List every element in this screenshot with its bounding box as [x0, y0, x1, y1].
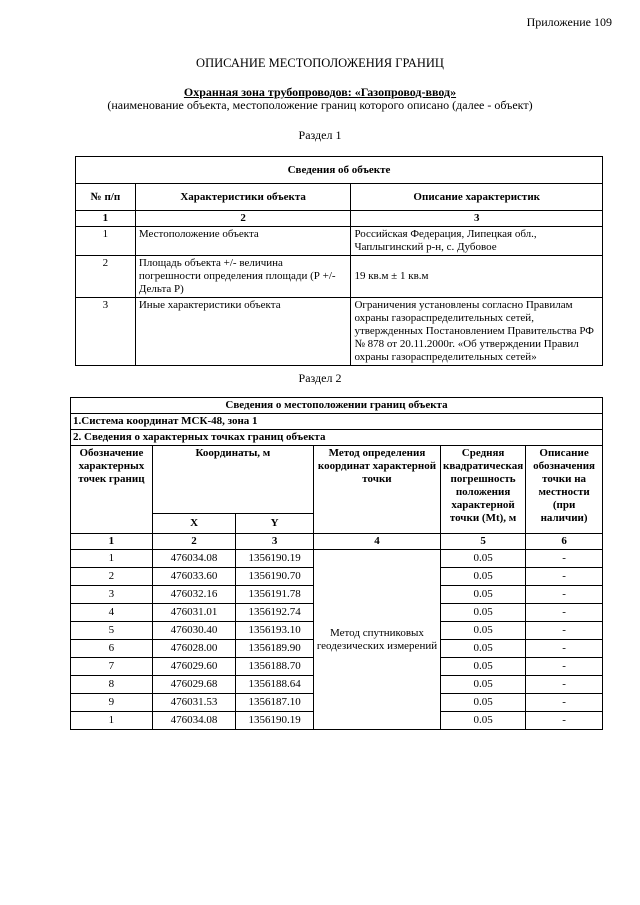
point-id: 1	[71, 712, 153, 730]
point-error: 0.05	[441, 550, 526, 568]
header-designation: Обозначение характерных точек границ	[71, 446, 153, 534]
row-characteristic: Площадь объекта +/- величина погрешности определения площади (Р +/- Дельта Р)	[135, 256, 351, 298]
col-number: 3	[351, 211, 603, 227]
row-description: Российская Федерация, Липецкая обл., Чаплыгинский р-н, с. Дубовое	[351, 227, 603, 256]
row-description: Ограничения установлены согласно Правилам охраны газораспределительных сетей, утвержденных Постановлением Правительства РФ № 878 от 20.11.2000г. «Об утверждении Правил охраны газораспределительных сетей»	[351, 298, 603, 366]
point-description: -	[526, 712, 603, 730]
point-description: -	[526, 694, 603, 712]
point-y: 1356193.10	[236, 622, 314, 640]
point-id: 4	[71, 604, 153, 622]
point-error: 0.05	[441, 622, 526, 640]
point-x: 476031.53	[152, 694, 235, 712]
point-id: 6	[71, 640, 153, 658]
table-row	[71, 550, 603, 568]
point-x: 476031.01	[152, 604, 235, 622]
point-description: -	[526, 622, 603, 640]
point-error: 0.05	[441, 712, 526, 730]
point-y: 1356189.90	[236, 640, 314, 658]
col-number: 6	[526, 534, 603, 550]
header-y: Y	[236, 514, 314, 534]
table-row	[76, 256, 603, 298]
col-number: 3	[236, 534, 314, 550]
header-number: № п/п	[76, 184, 136, 211]
point-error: 0.05	[441, 694, 526, 712]
section-1-label: Раздел 1	[298, 128, 342, 142]
row-number: 2	[76, 256, 136, 298]
point-error: 0.05	[441, 658, 526, 676]
point-description: -	[526, 568, 603, 586]
point-x: 476033.60	[152, 568, 235, 586]
point-id: 9	[71, 694, 153, 712]
point-method: Метод спутниковых геодезических измерений	[313, 550, 440, 730]
header-error: Средняя квадратическая погрешность положения характерной точки (Mt), м	[441, 446, 526, 534]
point-id: 7	[71, 658, 153, 676]
point-description: -	[526, 658, 603, 676]
point-id: 8	[71, 676, 153, 694]
coordinate-system: 1.Система координат МСК-48, зона 1	[71, 414, 603, 430]
table-row	[76, 227, 603, 256]
point-id: 2	[71, 568, 153, 586]
section-2-label: Раздел 2	[298, 371, 342, 385]
point-y: 1356190.70	[236, 568, 314, 586]
point-error: 0.05	[441, 568, 526, 586]
point-description: -	[526, 586, 603, 604]
point-id: 5	[71, 622, 153, 640]
header-x: X	[152, 514, 235, 534]
point-id: 3	[71, 586, 153, 604]
point-y: 1356190.19	[236, 712, 314, 730]
point-description: -	[526, 604, 603, 622]
appendix-number: Приложение 109	[526, 15, 612, 29]
object-name-text: Охранная зона трубопроводов: «Газопровод-ввод»	[183, 85, 457, 99]
object-note: (наименование объекта, местоположение границ которого описано (далее - объект)	[107, 98, 533, 112]
point-x: 476029.60	[152, 658, 235, 676]
col-number: 1	[76, 211, 136, 227]
point-x: 476034.08	[152, 712, 235, 730]
header-characteristic: Характеристики объекта	[135, 184, 351, 211]
col-number: 1	[71, 534, 153, 550]
table-row	[76, 298, 603, 366]
row-number: 1	[76, 227, 136, 256]
point-description: -	[526, 550, 603, 568]
col-number: 2	[152, 534, 235, 550]
header-method: Метод определения координат характерной точки	[313, 446, 440, 534]
header-description: Описание характеристик	[351, 184, 603, 211]
point-y: 1356190.19	[236, 550, 314, 568]
point-x: 476029.68	[152, 676, 235, 694]
point-x: 476028.00	[152, 640, 235, 658]
object-info-caption: Сведения об объекте	[76, 157, 603, 184]
point-y: 1356192.74	[236, 604, 314, 622]
col-number: 4	[313, 534, 440, 550]
col-number: 2	[135, 211, 351, 227]
point-id: 1	[71, 550, 153, 568]
point-error: 0.05	[441, 586, 526, 604]
points-caption: 2. Сведения о характерных точках границ объекта	[71, 430, 603, 446]
document-title: ОПИСАНИЕ МЕСТОПОЛОЖЕНИЯ ГРАНИЦ	[196, 56, 444, 70]
boundary-caption: Сведения о местоположении границ объекта	[71, 398, 603, 414]
col-number: 5	[441, 534, 526, 550]
header-point-description: Описание обозначения точки на местности (при наличии)	[526, 446, 603, 534]
point-error: 0.05	[441, 640, 526, 658]
point-y: 1356191.78	[236, 586, 314, 604]
row-characteristic: Местоположение объекта	[135, 227, 351, 256]
point-x: 476034.08	[152, 550, 235, 568]
object-info-table	[75, 156, 603, 366]
point-x: 476030.40	[152, 622, 235, 640]
point-y: 1356188.70	[236, 658, 314, 676]
point-error: 0.05	[441, 676, 526, 694]
header-coordinates: Координаты, м	[152, 446, 313, 514]
point-y: 1356188.64	[236, 676, 314, 694]
point-description: -	[526, 676, 603, 694]
point-y: 1356187.10	[236, 694, 314, 712]
point-error: 0.05	[441, 604, 526, 622]
row-description: 19 кв.м ± 1 кв.м	[351, 256, 603, 298]
point-x: 476032.16	[152, 586, 235, 604]
boundary-points-table	[70, 397, 603, 730]
point-description: -	[526, 640, 603, 658]
row-characteristic: Иные характеристики объекта	[135, 298, 351, 366]
row-number: 3	[76, 298, 136, 366]
